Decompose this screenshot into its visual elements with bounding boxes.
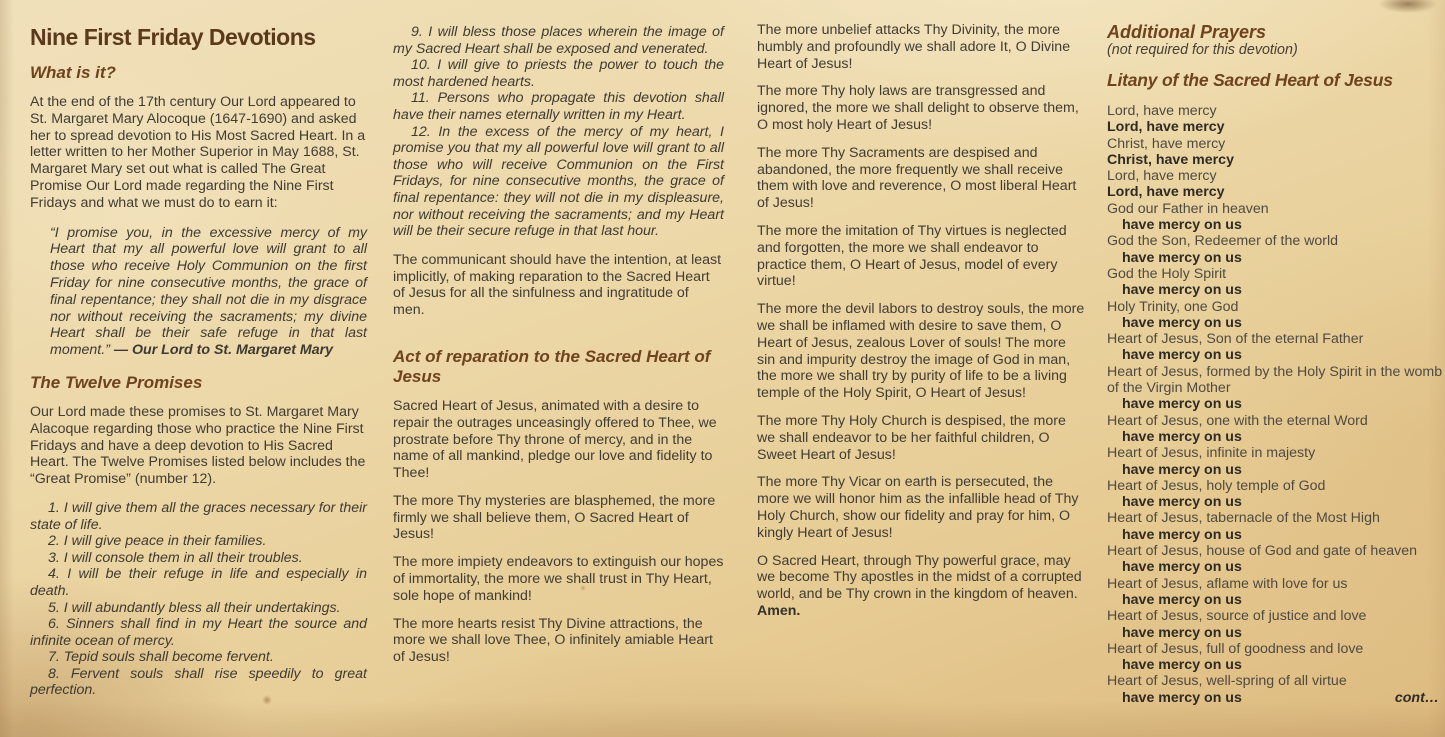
litany-invocations (1107, 201, 1445, 706)
promise-item: 4. I will be their refuge in life and especially in death. (30, 566, 367, 599)
litany-response: have mercy on us (1122, 657, 1242, 674)
litany-response: Christ, have mercy (1107, 151, 1234, 168)
litany-response: have mercy on us (1122, 428, 1242, 445)
spacer (393, 240, 724, 252)
litany-call: Heart of Jesus, infinite in majesty (1107, 445, 1316, 462)
promise-item: 8. Fervent souls shall rise speedily to great perfection. (30, 665, 367, 699)
act-paragraph: The more Thy Vicar on earth is persecuted, the more we will honor him as the infallible head of Thy Holy Church, show our fidelity and pray for him, O kingly Heart of Jesus! (757, 474, 1079, 541)
section-heading-additional-prayers: Additional Prayers (1107, 22, 1267, 42)
litany-call: Heart of Jesus, formed by the Holy Spirit in the womb of the Virgin Mother (1107, 363, 1443, 397)
act-paragraph: The more the devil labors to destroy souls, the more we shall be inflamed with desire to save them, O Heart of Jesus, zealous Lover of souls! The more sin and impurity destroy the image of God in man, the more we shall try by purity of life to be a living temple of the Holy Spirit, O Heart of Jesus! (757, 301, 1085, 402)
litany-response: have mercy on us (1122, 624, 1242, 641)
additional-prayers-subtitle: (not required for this devotion) (1107, 42, 1298, 58)
promise-item: 10. I will give to priests the power to touch the most hardened hearts. (393, 57, 724, 90)
litany-opening (1107, 103, 1445, 201)
promises-list-9-12 (393, 24, 724, 240)
litany-call: Heart of Jesus, one with the eternal Word (1107, 412, 1368, 429)
promises-intro-paragraph: Our Lord made these promises to St. Margaret Mary Alacoque regarding those who practice the Nine First Fridays and have a deep devotion to His Sacred Heart. The Twelve Promises listed below includes the “Great Promise” (number 12). (30, 403, 366, 488)
act-paragraph: The more Thy mysteries are blasphemed, the more firmly we shall believe them, O Sacred Heart of Jesus! (393, 492, 716, 543)
litany-call: Heart of Jesus, well-spring of all virtue (1107, 673, 1347, 690)
promises-list-1-8 (30, 500, 367, 699)
act-paragraph: The more unbelief attacks Thy Divinity, the more humbly and profoundly we shall adore It, O Divine Heart of Jesus! (757, 22, 1071, 72)
promise-item: 7. Tepid souls shall become fervent. (48, 649, 274, 666)
litany-response: Lord, have mercy (1107, 119, 1225, 136)
litany-call: Heart of Jesus, Son of the eternal Father (1107, 331, 1364, 348)
promise-item: 1. I will give them all the graces necessary for their state of life. (30, 499, 367, 533)
litany-call: Heart of Jesus, aflame with love for us (1107, 575, 1348, 592)
closing-text: O Sacred Heart, through Thy powerful grace, may we become Thy apostles in the midst of a corrupted world, and be Thy crown in the kingdom of heaven. (757, 552, 1082, 603)
act-paragraph: The more Thy holy laws are transgressed and ignored, the more we shall delight to observe them, O most holy Heart of Jesus! (757, 83, 1079, 133)
litany-response: have mercy on us (1122, 282, 1242, 299)
act-paragraph: The more Thy Sacraments are despised and abandoned, the more frequently we shall receive them with love and reverence, O most liberal Heart of Jesus! (757, 144, 1077, 212)
section-heading-litany: Litany of the Sacred Heart of Jesus (1107, 70, 1393, 90)
act-paragraph: The more the imitation of Thy virtues is neglected and forgotten, the more we shall endeavor to practice them, O Heart of Jesus, model of every virtue! (757, 222, 1067, 290)
litany-response: have mercy on us (1122, 217, 1242, 234)
act-paragraph: The more hearts resist Thy Divine attractions, the more we shall love Thee, O infinitely amiable Heart of Jesus! (393, 615, 713, 666)
act-paragraph: The more Thy Holy Church is despised, the more we shall endeavor to be her faithful children, O Sweet Heart of Jesus! (757, 412, 1066, 463)
quote-text: “I promise you, in the excessive mercy of my Heart that my all powerful love will grant to all those who receive Holy Communion on the first Friday for nine consecutive months, the grace of final repentance; they shall not die in my disgrace nor without receiving the sacraments; my divine Heart shall be their safe refuge in that last moment.” (50, 224, 367, 359)
litany-call: God our Father in heaven (1107, 200, 1269, 217)
litany-call: God the Holy Spirit (1107, 265, 1227, 282)
page-title: Nine First Friday Devotions (30, 24, 316, 50)
promise-item: 9. I will bless those places wherein the image of my Sacred Heart shall be exposed and venerated. (393, 24, 724, 57)
column-additional-prayers (1107, 22, 1445, 706)
litany-response: have mercy on us (1122, 689, 1242, 706)
litany-call: Christ, have mercy (1107, 135, 1226, 152)
section-heading-act-of-reparation: Act of reparation to the Sacred Heart of Jesus (393, 346, 711, 386)
litany-response: Lord, have mercy (1107, 184, 1225, 201)
litany-response: have mercy on us (1122, 591, 1242, 608)
section-heading-what-is-it: What is it? (30, 63, 116, 82)
promise-item: 11. Persons who propagate this devotion shall have their names eternally written in my Heart. (393, 90, 724, 123)
communicant-paragraph: The communicant should have the intention, at least implicitly, of making reparation to the Sacred Heart of Jesus for all the sinfulness and ingratitude of men. (393, 251, 722, 319)
quote-attribution: — Our Lord to St. Margaret Mary (113, 342, 334, 359)
promise-item: 12. In the excess of the mercy of my heart, I promise you that my all powerful love will grant to all those who will receive Communion on the First Fridays, for nine consecutive months, the grace of final repentance: they will not die in my displeasure, nor without receiving the sacraments; and my Heart will be their secure refuge in that last hour. (393, 123, 724, 240)
column-promises-and-act (393, 24, 724, 677)
amen-text: Amen. (757, 602, 801, 619)
section-heading-twelve-promises: The Twelve Promises (30, 372, 203, 392)
act-paragraph: Sacred Heart of Jesus, animated with a desire to repair the outrages unceasingly offered to Thee, we prostrate before Thy throne of mercy, and in the name of all mankind, pledge our love and fidelity to Thee! (393, 397, 717, 482)
column-act-continued (757, 22, 1087, 631)
act-paragraph: The more impiety endeavors to extinguish our hopes of immortality, the more we shall trust in Thy Heart, sole hope of mankind! (393, 554, 724, 604)
litany-response-last (1107, 690, 1445, 706)
litany-call: Heart of Jesus, holy temple of God (1107, 477, 1326, 494)
litany-call: God the Son, Redeemer of the world (1107, 233, 1339, 250)
litany-call: Holy Trinity, one God (1107, 298, 1239, 315)
column-what-is-it (30, 24, 367, 699)
litany-response: have mercy on us (1122, 249, 1242, 266)
litany-response: have mercy on us (1122, 494, 1242, 511)
promise-item: 3. I will console them in all their troubles. (48, 549, 303, 566)
promise-item: 6. Sinners shall find in my Heart the source and infinite ocean of mercy. (30, 616, 367, 649)
litany-response: have mercy on us (1122, 526, 1242, 543)
continued-marker: cont… (1394, 689, 1439, 706)
litany-call: Lord, have mercy (1107, 103, 1217, 119)
litany-response: have mercy on us (1122, 314, 1242, 331)
promise-item: 5. I will abundantly bless all their undertakings. (48, 599, 341, 616)
litany-call: Heart of Jesus, house of God and gate of heaven (1107, 543, 1417, 560)
litany-call: Heart of Jesus, tabernacle of the Most High (1107, 510, 1380, 527)
act-closing-paragraph (757, 553, 1087, 620)
great-promise-quote (50, 225, 367, 359)
litany-response: have mercy on us (1122, 461, 1242, 478)
promise-item: 2. I will give peace in their families. (48, 533, 267, 550)
litany-call: Lord, have mercy (1107, 168, 1217, 185)
intro-paragraph: At the end of the 17th century Our Lord appeared to St. Margaret Mary Alocoque (1647-1690) and asked her to spread devotion to His Most Sacred Heart. In a letter written to her Mother Superior in May 1688, St. Margaret Mary set out what is called The Great Promise Our Lord made regarding the Nine First Fridays and what we must do to earn it: (30, 94, 366, 211)
litany-call: Heart of Jesus, source of justice and love (1107, 608, 1367, 625)
litany-response: have mercy on us (1122, 396, 1242, 413)
litany-response: have mercy on us (1122, 559, 1242, 576)
litany-response: have mercy on us (1122, 347, 1242, 364)
litany-call: Heart of Jesus, full of goodness and love (1107, 640, 1364, 657)
